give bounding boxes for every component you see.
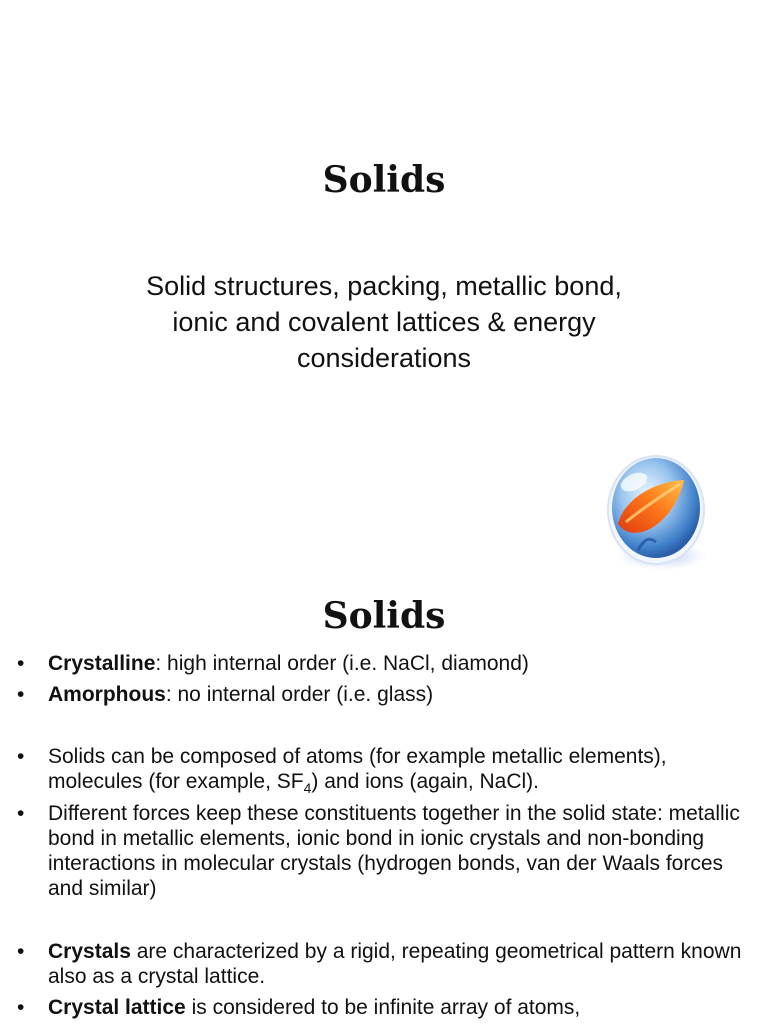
bullet-text: : no internal order (i.e. glass) — [165, 683, 434, 706]
slide-title: Solids — [322, 159, 446, 201]
list-item — [48, 744, 748, 794]
bullet-text: is considered to be infinite array of atoms, — [185, 996, 581, 1019]
subscript: 4 — [303, 780, 312, 796]
slide-title: Solids — [322, 595, 446, 637]
bullet-text: Solids can be composed of atoms (for example metallic elements), molecules (for example, SF — [48, 745, 667, 793]
list-item — [48, 995, 748, 1020]
bullet-term: Crystal lattice — [48, 996, 186, 1019]
glass-marble-icon — [604, 452, 714, 572]
bullet-term: Amorphous — [48, 683, 166, 706]
list-item — [48, 939, 748, 989]
bullet-text: Different forces keep these constituents together in the solid state: metallic bond in metallic elements, ionic bond in ionic crystals and non-bonding interactions in molecular crystals (hydrogen bonds, van der Waals forces and similar) — [48, 802, 740, 900]
bullet-term: Crystals — [48, 940, 131, 963]
bullet-text: : high internal order (i.e. NaCl, diamond) — [155, 652, 529, 675]
bullet-text: ) and ions (again, NaCl). — [311, 770, 539, 793]
list-item — [48, 682, 748, 707]
bullet-text: are characterized by a rigid, repeating geometrical pattern known also as a crystal lattice. — [48, 940, 742, 988]
slide-subtitle: Solid structures, packing, metallic bond, ionic and covalent lattices & energy considerations — [146, 271, 622, 373]
list-item — [48, 801, 748, 901]
bullet-term: Crystalline — [48, 652, 156, 675]
list-item — [48, 651, 748, 676]
